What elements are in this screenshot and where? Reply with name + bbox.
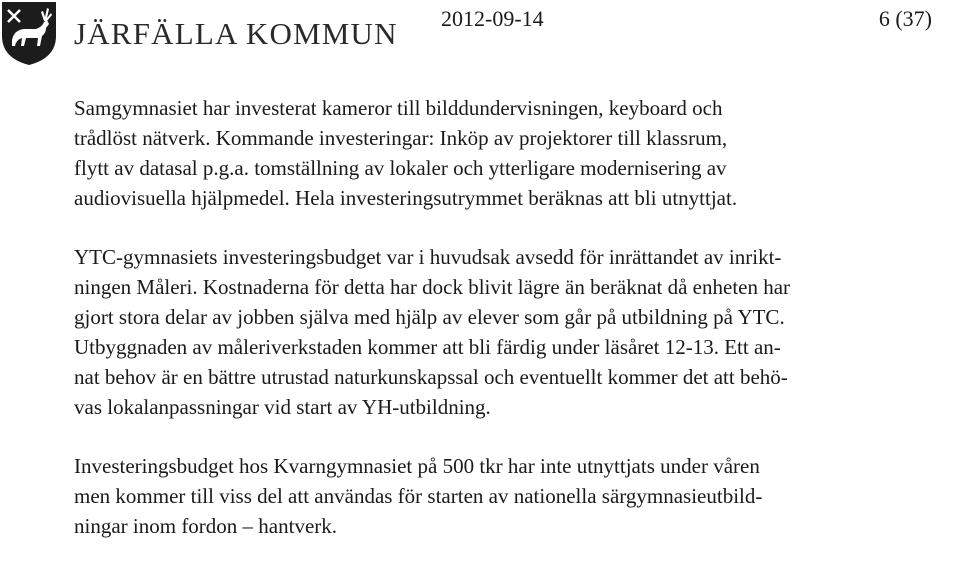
text-line: nat behov är en bättre utrustad naturkunskapssal och eventuellt kommer det att behö- [74, 365, 788, 389]
paragraph-samgymnasiet [74, 93, 934, 213]
paragraph-ytc-gymnasiet [74, 242, 934, 422]
organization-name: JÄRFÄLLA KOMMUN [74, 16, 398, 51]
text-line: audiovisuella hjälpmedel. Hela investeringsutrymmet beräknas att bli utnyttjat. [74, 186, 738, 210]
text-line: trådlöst nätverk. Kommande investeringar: Inköp av projektorer till klassrum, [74, 126, 728, 150]
text-line: gjort stora delar av jobben själva med hjälp av elever som går på utbildning på YTC. [74, 305, 785, 329]
document-body [74, 93, 934, 570]
text-line: Samgymnasiet har investerat kameror till bilddundervisningen, keyboard och [74, 96, 723, 120]
paragraph-kvarngymnasiet [74, 451, 934, 541]
page-header [0, 0, 959, 70]
municipality-coat-of-arms-icon [0, 0, 58, 66]
text-line: Utbyggnaden av måleriverkstaden kommer att bli färdig under läsåret 12-13. Ett an- [74, 335, 781, 359]
page-number: 6 (37) [878, 6, 932, 31]
text-line: Investeringsbudget hos Kvarngymnasiet på 500 tkr har inte utnyttjats under våren [74, 454, 760, 478]
text-line: ningen Måleri. Kostnaderna för detta har dock blivit lägre än beräknat då enheten har [74, 275, 791, 299]
text-line: ningar inom fordon – hantverk. [74, 514, 338, 538]
text-line: men kommer till viss del att användas för starten av nationella särgymnasieutbild- [74, 484, 763, 508]
text-line: flytt av datasal p.g.a. tomställning av lokaler och ytterligare modernisering av [74, 156, 727, 180]
text-line: vas lokalanpassningar vid start av YH-utbildning. [74, 395, 491, 419]
text-line: YTC-gymnasiets investeringsbudget var i huvudsak avsedd för inrättandet av inrikt- [74, 245, 782, 269]
document-date: 2012-09-14 [441, 6, 544, 31]
